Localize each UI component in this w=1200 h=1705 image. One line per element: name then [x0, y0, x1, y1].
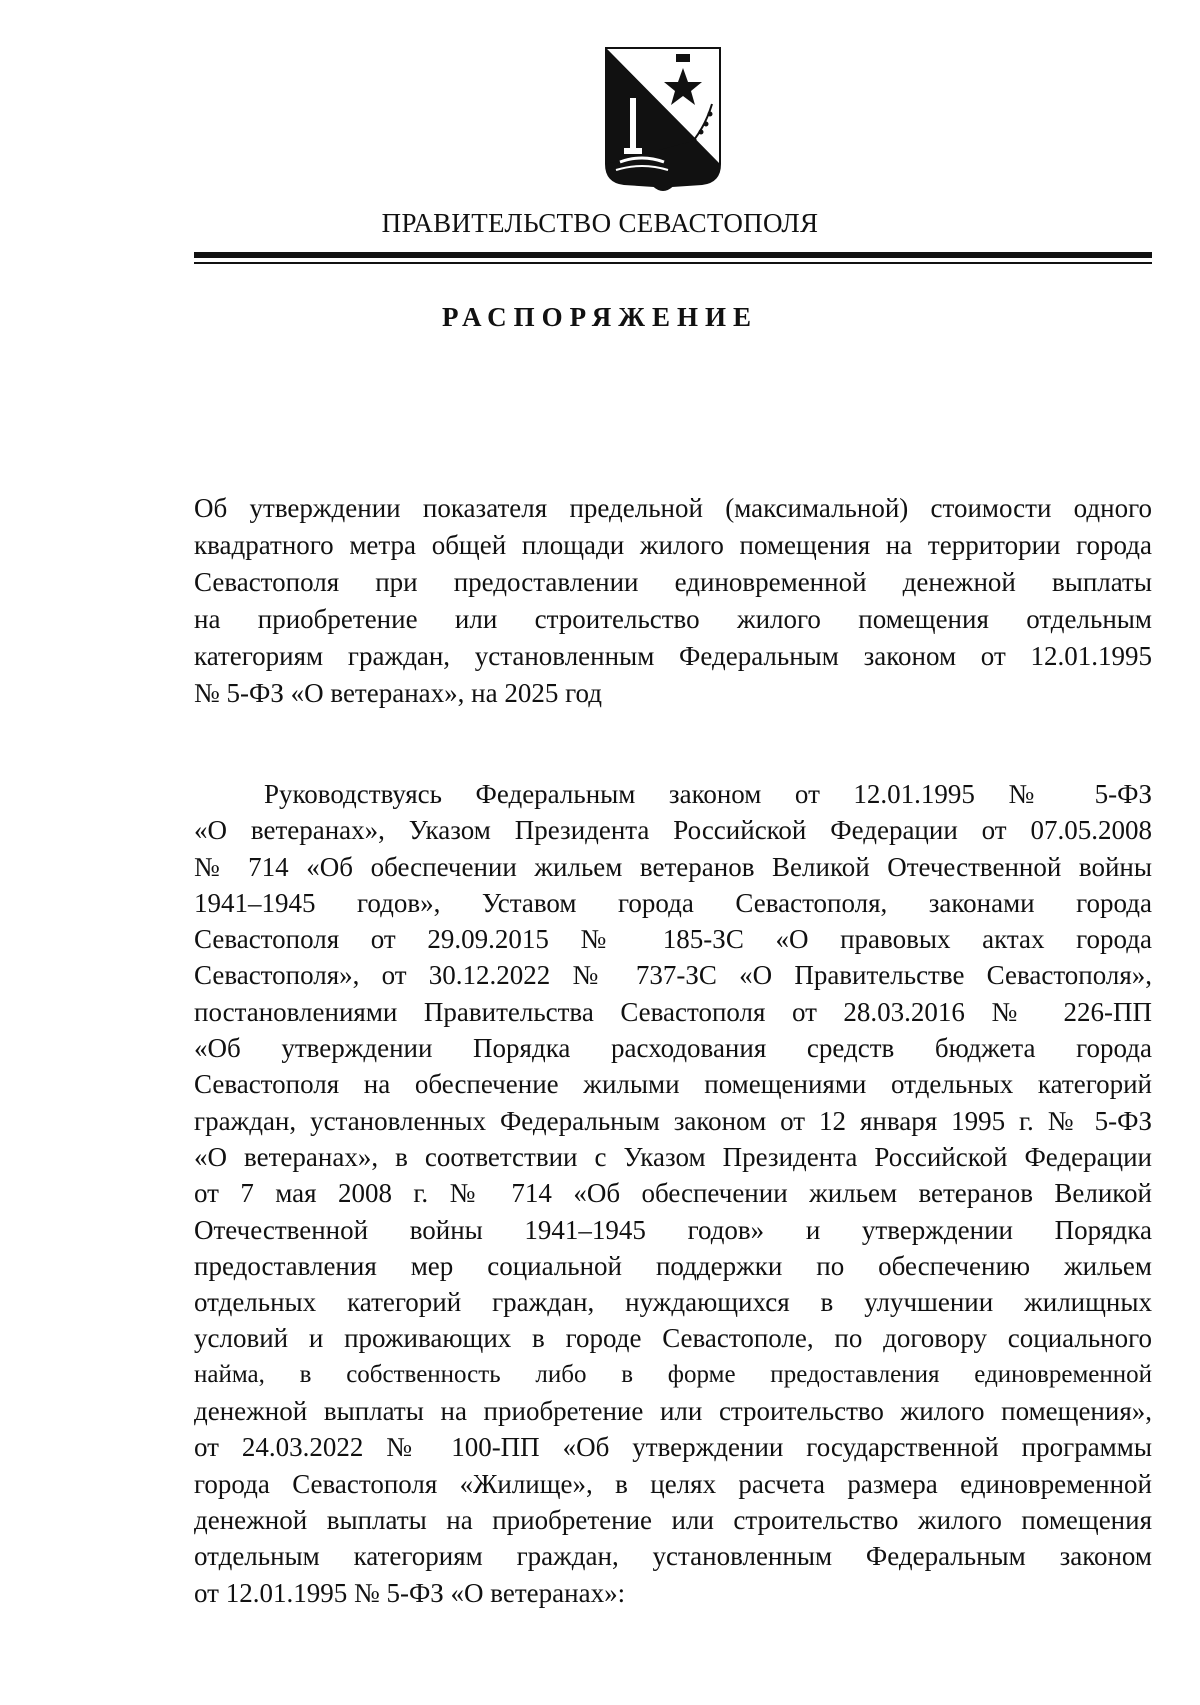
body-line: Севастополя на обеспечение жилыми помещениями отдельных категорий	[194, 1069, 1152, 1100]
body-line: найма, в собственность либо в форме предоставления единовременной	[194, 1360, 1152, 1388]
body-line: денежной выплаты на приобретение или строительство жилого помещения	[194, 1504, 1152, 1535]
body-line: предоставления мер социальной поддержки по обеспечению жильем	[194, 1250, 1152, 1281]
body-line: отдельных категорий граждан, нуждающихся в улучшении жилищных	[194, 1287, 1152, 1318]
body-line: отдельным категориям граждан, установленным Федеральным законом	[194, 1541, 1152, 1572]
header-divider-thick	[194, 252, 1152, 258]
body-line: граждан, установленных Федеральным законом от 12 января 1995 г. № 5-ФЗ	[194, 1105, 1152, 1136]
subject-line: категориям граждан, установленным Федеральным законом от 12.01.1995	[194, 641, 1152, 671]
document-subject	[194, 490, 1152, 712]
body-line: города Севастополя «Жилище», в целях расчета размера единовременной	[194, 1468, 1152, 1499]
subject-line: Об утверждении показателя предельной (максимальной) стоимости одного	[194, 493, 1152, 523]
header-divider-thin	[194, 262, 1152, 264]
body-line: № 714 «Об обеспечении жильем ветеранов Великой Отечественной войны	[194, 851, 1152, 882]
body-line: денежной выплаты на приобретение или строительство жилого помещения»,	[194, 1396, 1152, 1427]
organization-title: ПРАВИТЕЛЬСТВО СЕВАСТОПОЛЯ	[381, 208, 819, 238]
document-type-heading: РАСПОРЯЖЕНИЕ	[441, 302, 759, 332]
body-line: «Об утверждении Порядка расходования средств бюджета города	[194, 1033, 1152, 1064]
body-line: Севастополя от 29.09.2015 № 185-ЗС «О правовых актах города	[194, 924, 1152, 955]
body-line: от 24.03.2022 № 100-ПП «Об утверждении государственной программы	[194, 1432, 1152, 1463]
body-line: «О ветеранах», Указом Президента Российской Федерации от 07.05.2008	[194, 815, 1152, 846]
sevastopol-coat-of-arms-icon	[602, 44, 724, 196]
body-line: Руководствуясь Федеральным законом от 12.01.1995 № 5-ФЗ	[264, 779, 1152, 809]
body-line: «О ветеранах», в соответствии с Указом Президента Российской Федерации	[194, 1141, 1152, 1172]
body-line: Отечественной войны 1941–1945 годов» и утверждении Порядка	[194, 1214, 1152, 1245]
body-line: от 12.01.1995 № 5-ФЗ «О ветеранах»:	[194, 1577, 626, 1608]
subject-line: на приобретение или строительство жилого помещения отдельным	[194, 604, 1152, 634]
body-line: постановлениями Правительства Севастополя от 28.03.2016 № 226-ПП	[194, 996, 1152, 1027]
subject-line: Севастополя при предоставлении единовременной денежной выплаты	[194, 567, 1152, 597]
document-body-paragraph	[194, 776, 1152, 1611]
subject-line: квадратного метра общей площади жилого помещения на территории города	[194, 530, 1152, 560]
body-line: Севастополя», от 30.12.2022 № 737-ЗС «О Правительстве Севастополя»,	[194, 960, 1152, 991]
body-line: 1941–1945 годов», Уставом города Севастополя, законами города	[194, 887, 1152, 918]
body-line: от 7 мая 2008 г. № 714 «Об обеспечении жильем ветеранов Великой	[194, 1178, 1152, 1209]
subject-line: № 5-ФЗ «О ветеранах», на 2025 год	[194, 678, 602, 708]
body-line: условий и проживающих в городе Севастополе, по договору социального	[194, 1323, 1152, 1354]
